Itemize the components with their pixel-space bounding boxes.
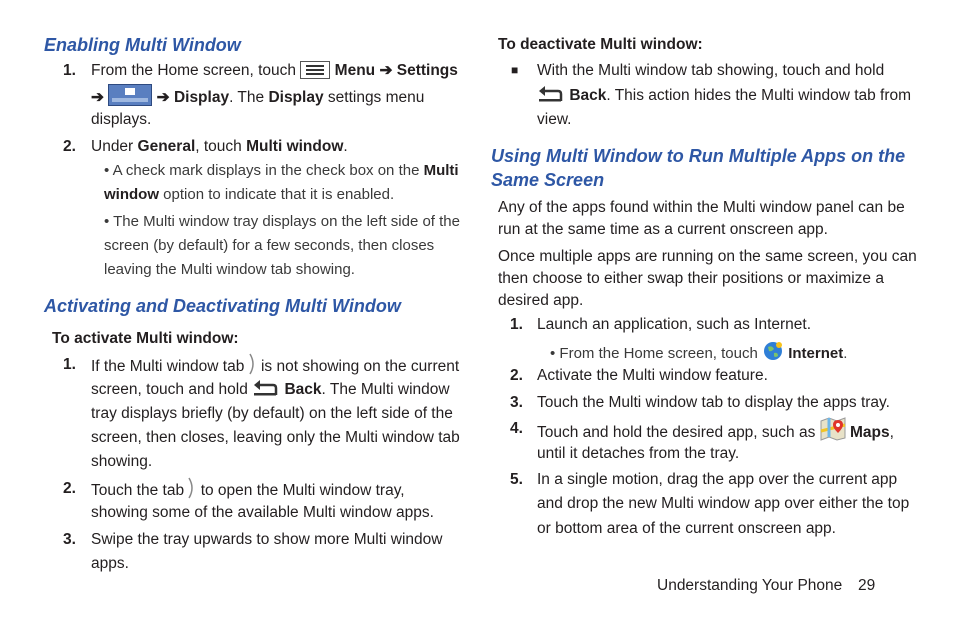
step-line: Activate the Multi window feature.	[537, 367, 768, 384]
step-line: Swipe the tray upwards to show more Multi window	[91, 531, 443, 548]
step-line: and drop the new Multi window app over either the top	[537, 495, 910, 512]
maps-icon	[820, 417, 846, 449]
step-line: until it detaches from the tray.	[537, 445, 740, 462]
bullet-line: With the Multi window tab showing, touch and hold	[537, 62, 885, 79]
internet-globe-icon	[762, 340, 784, 366]
step-line: showing some of the available Multi window apps.	[91, 504, 434, 521]
section-title-using-cont: Same Screen	[491, 170, 605, 190]
step-number: 2.	[63, 138, 76, 155]
bullet-line: Back. This action hides the Multi window tab from	[537, 84, 911, 112]
paragraph-line: then choose to either swap their positions or maximize a	[498, 270, 884, 287]
step-number: 3.	[63, 531, 76, 548]
bullet-line: leaving the Multi window tab showing.	[104, 261, 355, 278]
paragraph-line: Any of the apps found within the Multi window panel can be	[498, 199, 905, 216]
step-number: 2.	[510, 367, 523, 384]
step-number: 2.	[63, 480, 76, 497]
subheading: To activate Multi window:	[52, 330, 239, 347]
step-line: Under General, touch Multi window.	[91, 138, 348, 155]
step-line: If the Multi window tab is not showing on the current	[91, 353, 459, 383]
section-title-using: Using Multi Window to Run Multiple Apps on the	[491, 146, 906, 166]
step-line: showing.	[91, 453, 153, 470]
bullet-line: • From the Home screen, touch Internet.	[550, 340, 847, 366]
step-line: ➔ ➔ Display. The Display settings menu	[91, 84, 424, 114]
bullet-line: • A check mark displays in the check box on the Multi	[104, 162, 459, 179]
bullet-square: ■	[511, 63, 519, 77]
step-number: 5.	[510, 471, 523, 488]
step-line: From the Home screen, touch Menu ➔ Settings	[91, 59, 458, 87]
step-line: apps.	[91, 555, 129, 572]
paragraph-line: run at the same time as a current onscreen app.	[498, 221, 828, 238]
step-number: 1.	[510, 316, 523, 333]
bullet-line: • The Multi window tray displays on the left side of the	[104, 213, 460, 230]
step-line: Touch the tab to open the Multi window tray,	[91, 477, 405, 507]
step-line: tray displays briefly (by default) on the left side of the	[91, 405, 453, 422]
step-line: screen, touch and hold Back. The Multi window	[91, 378, 450, 406]
paragraph-line: desired app.	[498, 292, 584, 309]
page-number: 29	[858, 577, 876, 594]
step-line: displays.	[91, 111, 152, 128]
step-number: 4.	[510, 420, 523, 437]
bullet-line: screen (by default) for a few seconds, then closes	[104, 237, 435, 254]
step-line: Launch an application, such as Internet.	[537, 316, 812, 333]
footer-section: Understanding Your Phone	[657, 577, 843, 594]
bullet-line: view.	[537, 111, 572, 128]
bullet-line: window option to indicate that it is enabled.	[104, 186, 395, 203]
section-title-enabling: Enabling Multi Window	[44, 35, 241, 55]
paragraph-line: Once multiple apps are running on the same screen, you can	[498, 248, 917, 265]
step-number: 3.	[510, 394, 523, 411]
step-line: Touch and hold the desired app, such as Maps,	[537, 417, 894, 449]
subheading: To deactivate Multi window:	[498, 36, 703, 53]
section-title-activating: Activating and Deactivating Multi Window	[44, 296, 401, 316]
step-number: 1.	[63, 62, 76, 79]
step-line: Touch the Multi window tab to display the apps tray.	[537, 394, 890, 411]
step-line: screen, then closes, leaving only the Multi window tab	[91, 429, 460, 446]
step-line: In a single motion, drag the app over the current app	[537, 471, 898, 488]
step-line: or bottom area of the current onscreen app.	[537, 520, 836, 537]
step-number: 1.	[63, 356, 76, 373]
